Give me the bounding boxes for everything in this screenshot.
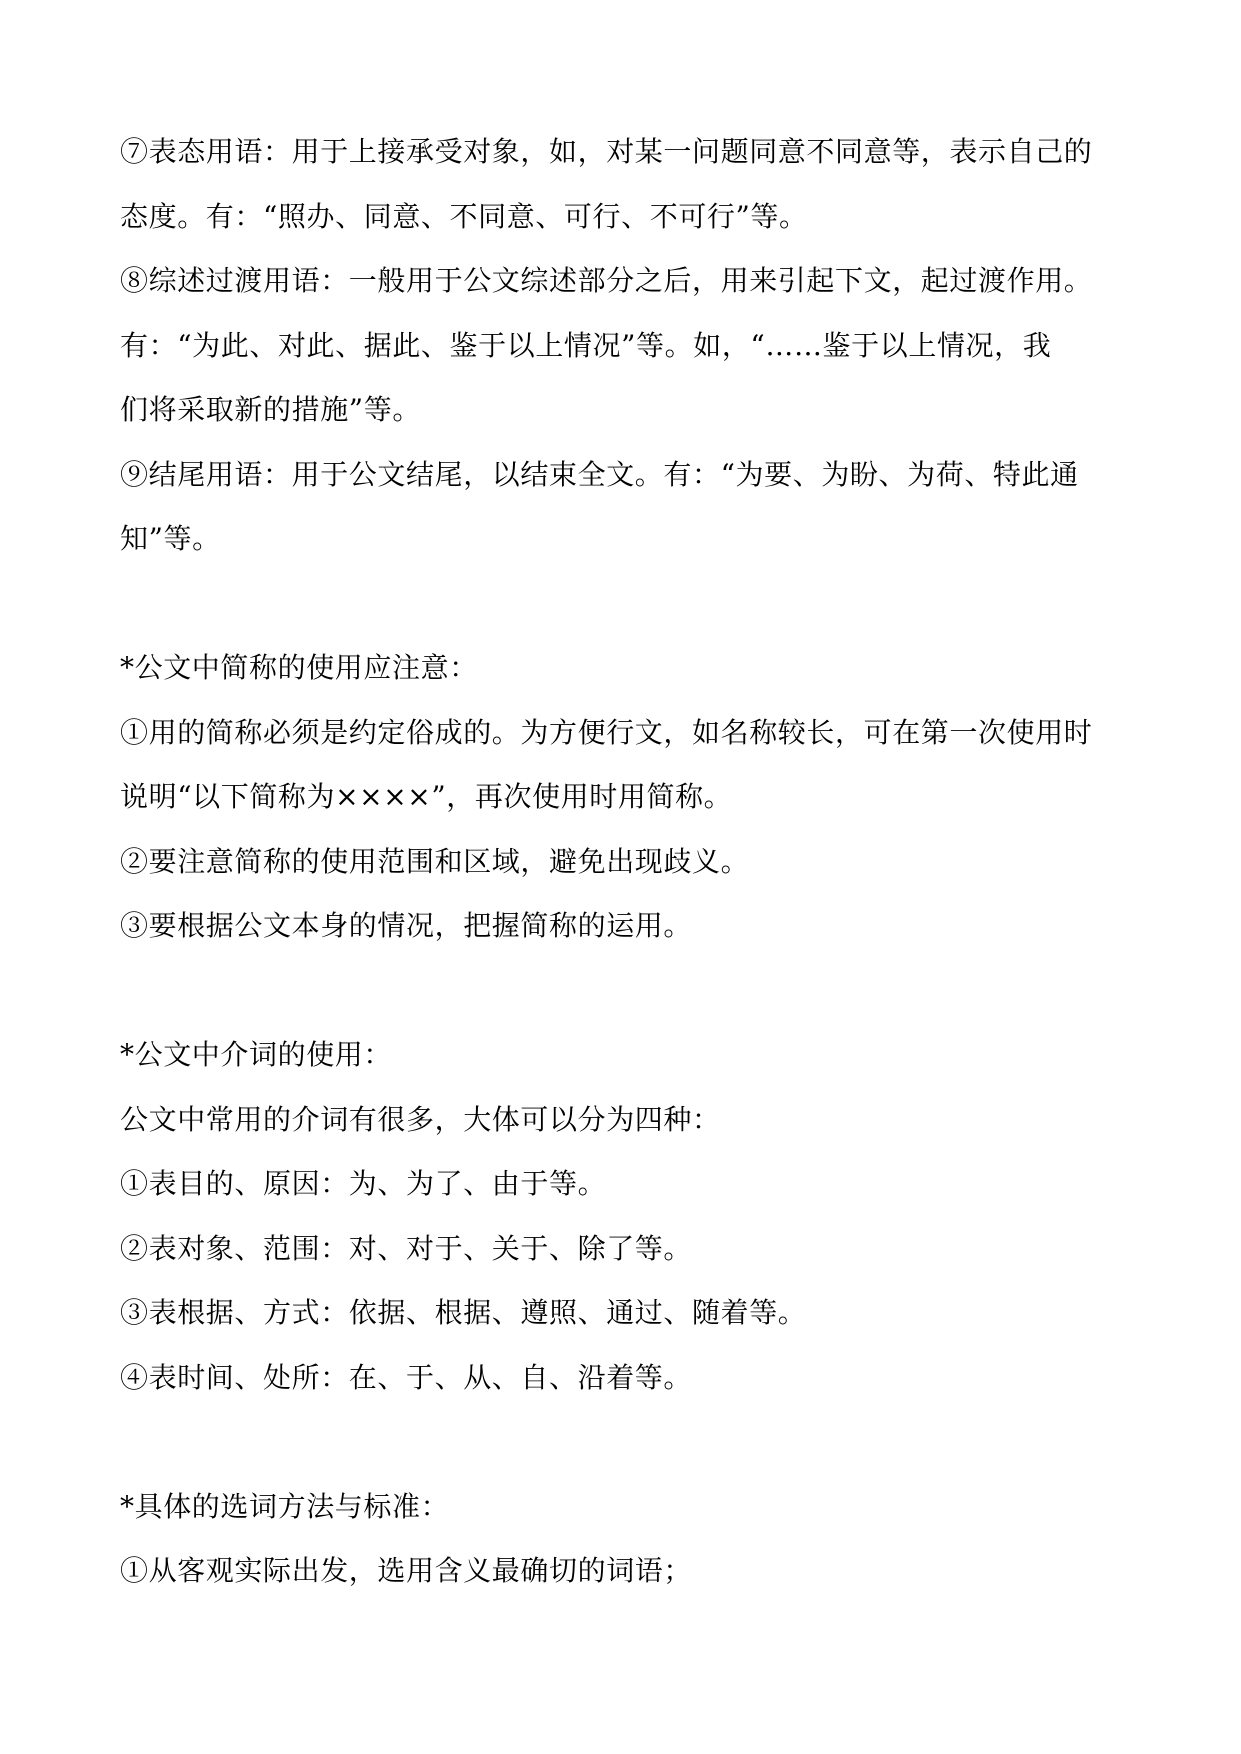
paragraph-line: 知”等。 [120, 522, 221, 555]
section-spacer [120, 572, 1122, 637]
section-spacer [120, 1410, 1122, 1475]
section-heading-word-selection: *具体的选词方法与标准： [120, 1489, 450, 1523]
section-heading-abbreviations: *公文中简称的使用应注意： [120, 651, 478, 684]
paragraph-line: ①表目的、原因：为、为了、由于等。 [120, 1167, 607, 1200]
paragraph-line: ⑨结尾用语：用于公文结尾，以结束全文。有：“为要、为盼、为荷、特此通 [120, 457, 1079, 491]
paragraph-line: ②要注意简称的使用范围和区域，避免出现歧义。 [120, 844, 750, 878]
section-spacer [120, 959, 1122, 1024]
section-heading-prepositions: *公文中介词的使用： [120, 1038, 393, 1071]
paragraph-line: ⑦表态用语：用于上接承受对象，如，对某一问题同意不同意等，表示自己的 [120, 135, 1093, 168]
paragraph-line: ③要根据公文本身的情况，把握简称的运用。 [120, 909, 693, 942]
paragraph-line: ①从客观实际出发，选用含义最确切的词语； [120, 1554, 693, 1587]
paragraph-line: ③表根据、方式：依据、根据、遵照、通过、随着等。 [120, 1296, 807, 1329]
paragraph-line: 态度。有：“照办、同意、不同意、可行、不可行”等。 [120, 199, 808, 233]
paragraph-line: ④表时间、处所：在、于、从、自、沿着等。 [120, 1360, 693, 1394]
paragraph-line: ①用的简称必须是约定俗成的。为方便行文，如名称较长，可在第一次使用时 [120, 715, 1093, 749]
paragraph-line: ⑧综述过渡用语：一般用于公文综述部分之后，用来引起下文，起过渡作用。 [120, 264, 1093, 297]
document-body [120, 120, 1122, 1604]
paragraph-line: ②表对象、范围：对、对于、关于、除了等。 [120, 1231, 693, 1265]
paragraph-line: 有：“为此、对此、据此、鉴于以上情况”等。如，“……鉴于以上情况，我 [120, 328, 1052, 362]
paragraph-line: 公文中常用的介词有很多，大体可以分为四种： [120, 1102, 721, 1136]
paragraph-line: 说明“以下简称为××××”，再次使用时用简称。 [120, 780, 733, 813]
paragraph-line: 们将采取新的措施”等。 [120, 393, 421, 426]
